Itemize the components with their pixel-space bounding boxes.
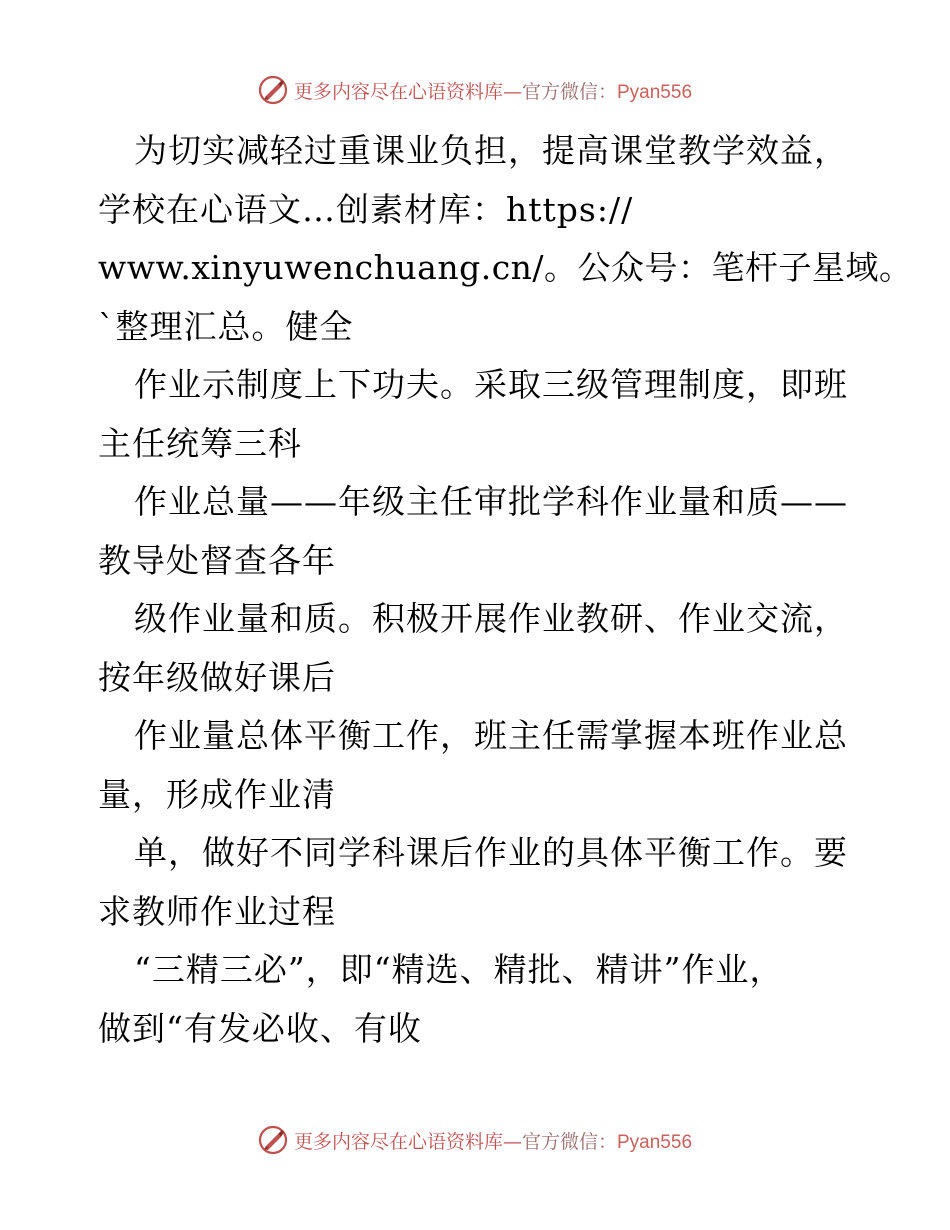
watermark-handle: Pyan556 [617, 81, 693, 103]
text-line: 为切实减轻过重课业负担，提高课堂教学效益， [134, 131, 848, 170]
watermark-text [294, 1127, 692, 1154]
text-line: 单，做好不同学科课后作业的具体平衡工作。要 [134, 833, 848, 872]
text-line: 学校在心语文…创素材库：https:// [98, 189, 634, 229]
text-line: 做到“有发必收、有收 [98, 1008, 422, 1048]
text-line: 作业量总体平衡工作，班主任需掌握本班作业总 [134, 716, 848, 755]
watermark-official: 官方微信： [521, 1130, 617, 1153]
text-line: 按年级做好课后 [98, 657, 336, 697]
text-line: 教导处督查各年 [98, 540, 336, 580]
watermark-site: 更多内容尽在心语资料库 [293, 1130, 503, 1153]
text-line: 作业示制度上下功夫。采取三级管理制度，即班 [134, 365, 848, 404]
text-line: 作业总量——年级主任审批学科作业量和质—— [134, 482, 848, 521]
watermark-dash: — [502, 80, 522, 103]
brush-pen-logo-icon [258, 1125, 288, 1155]
text-line: “三精三必”，即“精选、精批、精讲”作业， [134, 950, 784, 989]
footer-watermark [0, 1120, 950, 1160]
watermark-site: 更多内容尽在心语资料库 [293, 80, 503, 103]
text-line: www.xinyuwenchuang.cn/。公众号：笔杆子星域。 [98, 248, 913, 287]
text-line: 量，形成作业清 [98, 774, 336, 814]
header-watermark [0, 70, 950, 110]
text-line: `整理汇总。健全 [98, 306, 354, 346]
brush-pen-logo-icon [258, 75, 288, 105]
text-line: 级作业量和质。积极开展作业教研、作业交流， [134, 599, 848, 638]
text-line: 主任统筹三科 [98, 423, 302, 463]
document-body [98, 122, 913, 1058]
watermark-official: 官方微信： [521, 80, 617, 103]
text-line: 求教师作业过程 [98, 891, 336, 931]
watermark-handle: Pyan556 [617, 1131, 693, 1153]
watermark-dash: — [502, 1130, 522, 1153]
watermark-text [294, 77, 692, 104]
